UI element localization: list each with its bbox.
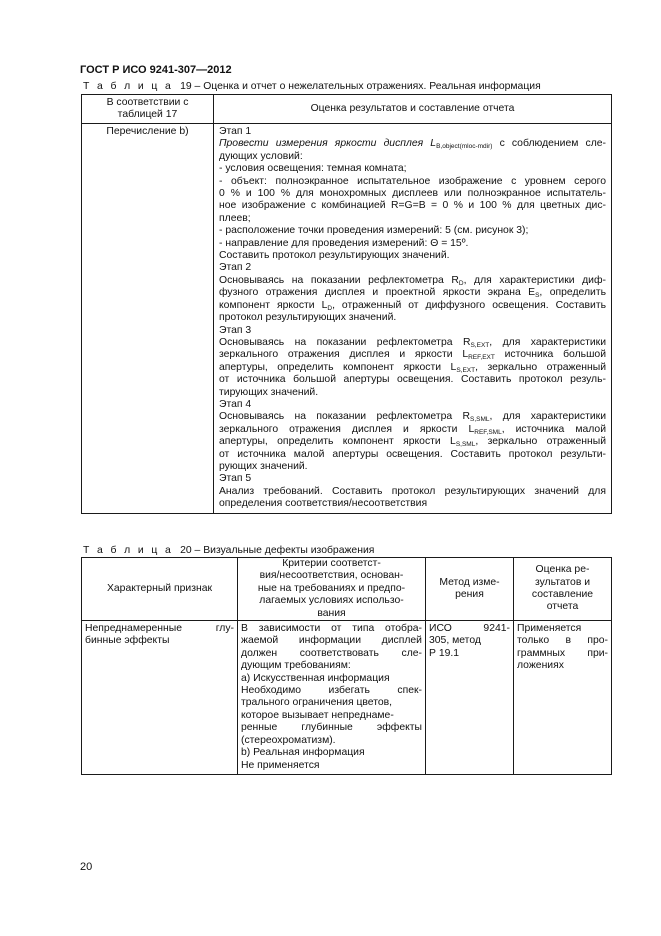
- table20-cell-report: Применяется только в про- граммных при- ложениях: [514, 621, 612, 775]
- table19-header-col2: Оценка результатов и составление отчета: [214, 95, 612, 124]
- table20-caption-title: – Визуальные дефекты изображения: [194, 545, 375, 556]
- stage3-line: апертуры, определить компонент яркости $L_{S,EXT}$, зеркально отраженный: [219, 361, 607, 374]
- stage1-line: дующих условий:: [219, 150, 303, 162]
- table19-caption-title: – Оценка и отчет о нежелательных отражениях. Реальная информация: [194, 81, 541, 92]
- stage2-line: протокол результирующих значений.: [219, 312, 397, 324]
- stage1-line: ное изображение с комбинацией R=G=B = 0 % и 100 % для цветных дис-: [219, 200, 606, 212]
- stage1-line: 0 % и 100 % для монохромных дисплеев или полноэкранное испытатель-: [219, 188, 606, 200]
- stage3-line: тирующих значений.: [219, 386, 319, 398]
- stage1-line: Провести измерения яркости дисплея $L_{B,object(mloc-mdir)}$ с соблюдением сле-: [219, 138, 606, 151]
- stage2-line: компонент яркости $L_D$, отраженный от диффузного освещения. Составить: [219, 299, 606, 312]
- stage2-line: Основываясь на показании рефлектометра $R_D$, для характеристики диф-: [219, 274, 606, 287]
- stage4-line: зеркального отражения дисплея и яркости $L_{REF,SML}$, источника малой: [219, 423, 607, 436]
- stage1-line: Составить протокол результирующих значений.: [219, 250, 450, 262]
- table19-row-label: Перечисление b): [82, 124, 214, 514]
- table20-caption-number: 20: [180, 545, 192, 556]
- stage1-line: - направление для проведения измерений: Θ = 15º.: [219, 237, 469, 249]
- stage1-line: - расположение точки проведения измерений: 5 (см. рисунок 3);: [219, 225, 529, 237]
- stage2-title: Этап 2: [219, 262, 252, 274]
- stage4-line: рующих значений.: [219, 460, 308, 472]
- table20-header-report: Оценка ре- зультатов и составление отчета: [514, 558, 612, 621]
- table20-cell-feature: Непреднамеренные глу- бинные эффекты: [82, 621, 238, 775]
- table20-cell-method: ИСО 9241- 305, метод Р 19.1: [426, 621, 514, 775]
- stage4-title: Этап 4: [219, 398, 252, 410]
- stage4-line: апертуры, определить компонент яркости $L_{S,SML}$, зеркально отраженный: [219, 436, 606, 449]
- stage1-title: Этап 1: [219, 126, 252, 137]
- table20-header-method: Метод изме- рения: [426, 558, 514, 621]
- stage3-line: Основываясь на показании рефлектометра $R_{S,EXT}$, для характеристики: [219, 336, 606, 349]
- stage3-title: Этап 3: [219, 324, 252, 336]
- table20-header-feature: Характерный признак: [82, 558, 238, 621]
- table20-caption-label: Т а б л и ц а: [83, 545, 174, 556]
- stage1-line: плеев;: [219, 212, 251, 224]
- stage1-line: - условия освещения: темная комната;: [219, 163, 407, 175]
- table19-header-col1: В соответствии с таблицей 17: [82, 95, 214, 124]
- table20: [81, 557, 612, 775]
- page-number: 20: [80, 861, 93, 873]
- stage3-line: от источника большой апертуры освещения. Составить протокол резуль-: [219, 374, 606, 386]
- table19-row-content: [214, 124, 612, 514]
- stage2-line: фузного отражения дисплея и проектной яркости экрана $E_S$, определить: [219, 287, 606, 300]
- stage5-line: определения соответствия/несоответствия: [219, 498, 428, 510]
- table19: [81, 94, 612, 514]
- document-code: ГОСТ Р ИСО 9241-307—2012: [80, 64, 232, 76]
- table20-header-criteria: Критерии соответст- вия/несоответствия, основан- ные на требованиях и предпо- лагаемых условиях использо- вания: [238, 558, 426, 621]
- table19-caption-number: 19: [180, 81, 192, 92]
- table20-caption: [83, 545, 374, 557]
- stage5-title: Этап 5: [219, 473, 252, 485]
- stage4-line: Основываясь на показании рефлектометра $R_{S,SML}$, для характеристики: [219, 411, 606, 424]
- stage3-line: зеркального отражения дисплея и яркости $L_{REF,EXT}$ источника большой: [219, 349, 607, 362]
- stage5-line: Анализ требований. Составить протокол результирующих значений для: [219, 485, 606, 497]
- table19-caption: [83, 81, 541, 93]
- table20-cell-criteria: В зависимости от типа отобра- жаемой информации дисплей должен соответствовать сле- дующим требованиям: a) Искусственная информация Необходимо избегать спек- трального ограничения цветов, которое вызывает непреднаме- ренные глубинные эффекты (стереохроматизм). b) Реальная информация Не применяется: [238, 621, 426, 775]
- stage4-line: от источника малой апертуры освещения. Составить протокол результи-: [219, 448, 606, 460]
- table19-caption-label: Т а б л и ц а: [83, 81, 174, 92]
- stage1-line: - объект: полноэкранное испытательное изображение с уровнем серого: [219, 175, 606, 187]
